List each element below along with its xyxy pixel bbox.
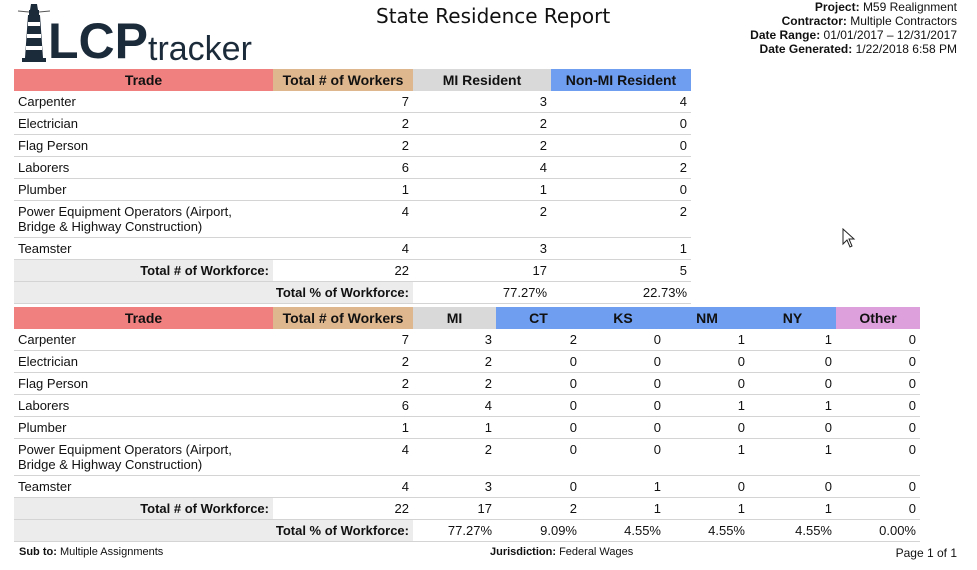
trade-cell: Teamster — [14, 238, 273, 260]
trade-cell: Plumber — [14, 179, 273, 201]
contractor-label: Contractor: — [781, 14, 847, 28]
trade-cell: Carpenter — [14, 329, 273, 351]
value-cell: 4 — [273, 439, 413, 476]
col-header-total-workers: Total # of Workers — [273, 69, 413, 91]
total-percent-label: Total % of Workforce: — [14, 282, 413, 304]
trade-cell: Flag Person — [14, 135, 273, 157]
value-cell: 2 — [273, 373, 413, 395]
value-cell: 0 — [581, 351, 665, 373]
jurisdiction-value: Federal Wages — [559, 546, 634, 558]
trade-cell: Plumber — [14, 417, 273, 439]
value-cell: 2 — [496, 329, 581, 351]
value-cell: 0 — [836, 351, 920, 373]
state-breakdown-table — [14, 307, 920, 542]
contractor-value: Multiple Contractors — [850, 14, 957, 28]
value-cell: 0 — [496, 417, 581, 439]
col-header-trade: Trade — [14, 307, 273, 329]
report-meta — [750, 0, 957, 56]
value-cell: 0 — [551, 179, 691, 201]
value-cell: 2 — [413, 373, 496, 395]
table-row — [14, 135, 691, 157]
value-cell: 1 — [581, 476, 665, 498]
value-cell: 1 — [665, 329, 749, 351]
residence-summary-table — [14, 69, 691, 304]
value-cell: 0 — [836, 395, 920, 417]
total-workforce-label: Total # of Workforce: — [14, 260, 273, 282]
value-cell: 0 — [665, 351, 749, 373]
footer-sub — [19, 546, 163, 558]
project-value: M59 Realignment — [862, 0, 957, 14]
col-header-mi: MI — [413, 307, 496, 329]
total-workforce-label: Total # of Workforce: — [14, 498, 273, 520]
table-row — [14, 179, 691, 201]
value-cell: 0 — [551, 113, 691, 135]
percent-value-cell: 77.27% — [413, 520, 496, 542]
page-number: Page 1 of 1 — [895, 546, 957, 560]
trade-cell: Power Equipment Operators (Airport, Bridge & Highway Construction) — [14, 201, 273, 238]
trade-cell: Teamster — [14, 476, 273, 498]
value-cell: 1 — [273, 179, 413, 201]
total-value-cell: 0 — [836, 498, 920, 520]
percent-value-cell: 4.55% — [581, 520, 665, 542]
total-value-cell: 1 — [581, 498, 665, 520]
value-cell: 6 — [273, 157, 413, 179]
value-cell: 0 — [749, 373, 836, 395]
value-cell: 0 — [749, 351, 836, 373]
lcptracker-logo — [14, 2, 254, 64]
value-cell: 2 — [551, 201, 691, 238]
value-cell: 0 — [581, 329, 665, 351]
percent-value-cell: 9.09% — [496, 520, 581, 542]
value-cell: 3 — [413, 329, 496, 351]
table-row — [14, 395, 920, 417]
value-cell: 2 — [413, 113, 551, 135]
value-cell: 1 — [665, 395, 749, 417]
logo-tracker: tracker — [148, 30, 252, 64]
value-cell: 2 — [551, 157, 691, 179]
value-cell: 4 — [413, 395, 496, 417]
value-cell: 4 — [273, 201, 413, 238]
col-header-ct: CT — [496, 307, 581, 329]
total-workforce-row — [14, 260, 691, 282]
date-generated-label: Date Generated: — [759, 42, 853, 56]
value-cell: 2 — [413, 439, 496, 476]
value-cell: 0 — [836, 439, 920, 476]
project-label: Project: — [814, 0, 860, 14]
value-cell: 1 — [413, 179, 551, 201]
date-range-label: Date Range: — [750, 28, 821, 42]
table-row — [14, 439, 920, 476]
value-cell: 1 — [749, 439, 836, 476]
value-cell: 2 — [273, 113, 413, 135]
value-cell: 4 — [413, 157, 551, 179]
table-row — [14, 201, 691, 238]
total-value-cell: 22 — [273, 260, 413, 282]
value-cell: 1 — [273, 417, 413, 439]
value-cell: 1 — [749, 329, 836, 351]
total-value-cell: 1 — [665, 498, 749, 520]
value-cell: 3 — [413, 238, 551, 260]
total-value-cell: 22 — [273, 498, 413, 520]
mouse-cursor-icon — [842, 228, 856, 248]
footer-jurisdiction — [490, 546, 633, 558]
value-cell: 0 — [581, 439, 665, 476]
logo-lcp: LCP — [48, 13, 148, 64]
percent-value-cell: 4.55% — [749, 520, 836, 542]
sub-label: Sub to: — [19, 546, 57, 558]
value-cell: 4 — [273, 238, 413, 260]
table-row — [14, 476, 920, 498]
value-cell: 1 — [665, 439, 749, 476]
table-row — [14, 329, 920, 351]
value-cell: 0 — [496, 351, 581, 373]
value-cell: 2 — [273, 351, 413, 373]
table-row — [14, 91, 691, 113]
table-row — [14, 157, 691, 179]
value-cell: 0 — [749, 476, 836, 498]
total-value-cell: 17 — [413, 260, 551, 282]
value-cell: 1 — [749, 395, 836, 417]
value-cell: 0 — [836, 476, 920, 498]
total-workforce-row — [14, 498, 920, 520]
value-cell: 1 — [551, 238, 691, 260]
percent-value-cell: 22.73% — [551, 282, 691, 304]
col-header-other: Other — [836, 307, 920, 329]
col-header-non-mi-resident: Non-MI Resident — [551, 69, 691, 91]
value-cell: 0 — [581, 373, 665, 395]
value-cell: 0 — [665, 476, 749, 498]
date-generated-value: 1/22/2018 6:58 PM — [855, 42, 957, 56]
value-cell: 7 — [273, 329, 413, 351]
value-cell: 0 — [665, 373, 749, 395]
value-cell: 0 — [836, 373, 920, 395]
table-row — [14, 238, 691, 260]
value-cell: 0 — [665, 417, 749, 439]
trade-cell: Electrician — [14, 351, 273, 373]
total-percent-row — [14, 282, 691, 304]
trade-cell: Laborers — [14, 395, 273, 417]
value-cell: 2 — [413, 351, 496, 373]
value-cell: 6 — [273, 395, 413, 417]
trade-cell: Flag Person — [14, 373, 273, 395]
trade-cell: Electrician — [14, 113, 273, 135]
value-cell: 0 — [496, 439, 581, 476]
col-header-mi-resident: MI Resident — [413, 69, 551, 91]
value-cell: 3 — [413, 91, 551, 113]
trade-cell: Laborers — [14, 157, 273, 179]
value-cell: 0 — [496, 373, 581, 395]
date-range-value: 01/01/2017 – 12/31/2017 — [823, 28, 957, 42]
col-header-ks: KS — [581, 307, 665, 329]
value-cell: 0 — [581, 395, 665, 417]
value-cell: 7 — [273, 91, 413, 113]
table-row — [14, 113, 691, 135]
value-cell: 2 — [413, 135, 551, 157]
sub-value: Multiple Assignments — [59, 546, 164, 558]
value-cell: 0 — [749, 417, 836, 439]
total-value-cell: 2 — [496, 498, 581, 520]
col-header-trade: Trade — [14, 69, 273, 91]
value-cell: 2 — [273, 135, 413, 157]
value-cell: 4 — [551, 91, 691, 113]
total-value-cell: 17 — [413, 498, 496, 520]
value-cell: 0 — [496, 476, 581, 498]
value-cell: 0 — [836, 329, 920, 351]
total-percent-label: Total % of Workforce: — [14, 520, 413, 542]
value-cell: 0 — [551, 135, 691, 157]
col-header-ny: NY — [749, 307, 836, 329]
table-row — [14, 417, 920, 439]
value-cell: 3 — [413, 476, 496, 498]
total-percent-row — [14, 520, 920, 542]
total-value-cell: 5 — [551, 260, 691, 282]
value-cell: 0 — [836, 417, 920, 439]
percent-value-cell: 0.00% — [836, 520, 920, 542]
report-title: State Residence Report — [376, 4, 611, 28]
trade-cell: Power Equipment Operators (Airport, Bridge & Highway Construction) — [14, 439, 273, 476]
trade-cell: Carpenter — [14, 91, 273, 113]
total-value-cell: 1 — [749, 498, 836, 520]
lighthouse-icon — [14, 2, 254, 64]
jurisdiction-label: Jurisdiction: — [490, 546, 557, 558]
value-cell: 0 — [581, 417, 665, 439]
value-cell: 2 — [413, 201, 551, 238]
value-cell: 0 — [496, 395, 581, 417]
value-cell: 1 — [413, 417, 496, 439]
col-header-total-workers: Total # of Workers — [273, 307, 413, 329]
percent-value-cell: 4.55% — [665, 520, 749, 542]
value-cell: 4 — [273, 476, 413, 498]
table-row — [14, 373, 920, 395]
table-row — [14, 351, 920, 373]
col-header-nm: NM — [665, 307, 749, 329]
percent-value-cell: 77.27% — [413, 282, 551, 304]
